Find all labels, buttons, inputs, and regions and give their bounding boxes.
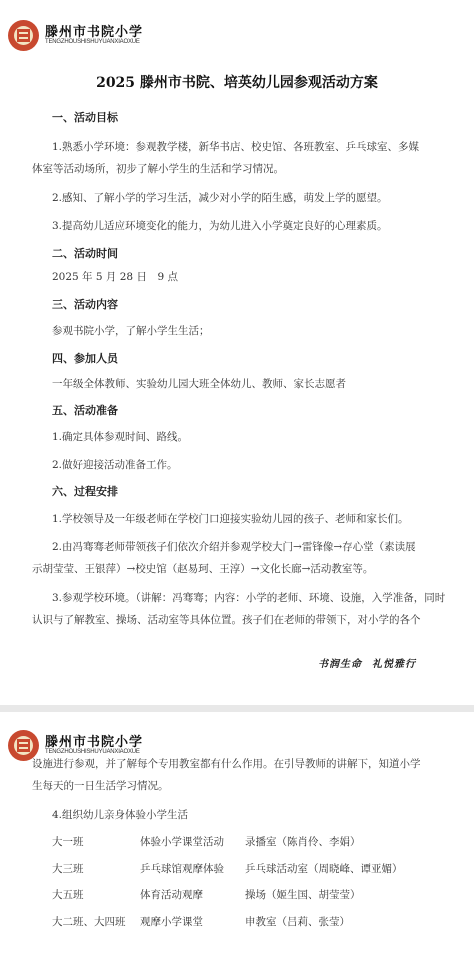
text-line: 体室等活动场所，初步了解小学生的生活和学习情况。 — [32, 163, 284, 175]
table-cell-activity: 乒乓球馆观摩体验 — [140, 863, 224, 875]
table-cell-location: 乒乓球活动室（周晓峰、谭亚媚） — [245, 863, 403, 875]
table-cell-class: 大五班 — [52, 889, 84, 901]
school-motto — [318, 655, 416, 670]
section-heading: 三、活动内容 — [52, 298, 118, 311]
table-cell-location: 操场（姬生国、胡莹莹） — [245, 889, 361, 901]
school-name: 滕州市书院小学 — [45, 25, 144, 40]
section-heading: 六、过程安排 — [52, 485, 118, 498]
section-heading: 一、活动目标 — [52, 111, 118, 124]
text-line: 1.确定具体参观时间、路线。 — [52, 431, 189, 443]
text-line: 一年级全体教师、实验幼儿园大班全体幼儿、教师、家长志愿者 — [52, 378, 346, 390]
motto-part: 礼悦雅行 — [372, 659, 416, 670]
section-heading: 五、活动准备 — [52, 404, 118, 417]
school-pinyin: TENGZHOUSHISHUYUANXIAOXUE — [45, 749, 140, 755]
document-page-2 — [0, 712, 474, 969]
section-heading: 二、活动时间 — [52, 247, 118, 260]
text-line: 3.参观学校环境。（讲解：冯骞骞；内容：小学的老师、环境、设施，入学准备，同时 — [52, 592, 446, 604]
table-cell-class: 大三班 — [52, 863, 84, 875]
page-separator — [0, 705, 474, 712]
text-line: 设施进行参观，并了解每个专用教室都有什么作用。在引导教师的讲解下，知道小学 — [32, 758, 421, 770]
text-line: 参观书院小学，了解小学生生活； — [52, 325, 210, 337]
text-line: 生每天的一日生活学习情况。 — [32, 780, 169, 792]
table-cell-location: 录播室（陈肖伶、李娟） — [245, 836, 361, 848]
table-cell-activity: 体验小学课堂活动 — [140, 836, 224, 848]
table-cell-activity: 体育活动观摩 — [140, 889, 203, 901]
text-line: 2.由冯骞骞老师带领孩子们依次介绍并参观学校大门→雷锋像→存心堂（素读展 — [52, 541, 416, 553]
text-line: 认识与了解教室、操场、活动室等具体位置。孩子们在老师的带领下，对小学的各个 — [32, 614, 421, 626]
school-pinyin: TENGZHOUSHISHUYUANXIAOXUE — [45, 39, 140, 45]
text-line: 2.感知、了解小学的学习生活，减少对小学的陌生感，萌发上学的愿望。 — [52, 192, 388, 204]
text-line: 2.做好迎接活动准备工作。 — [52, 459, 178, 471]
motto-part: 书润生命 — [318, 659, 362, 670]
school-logo-icon — [8, 20, 39, 51]
section-heading: 四、参加人员 — [52, 352, 118, 365]
text-line: 3.提高幼儿适应环境变化的能力，为幼儿进入小学奠定良好的心理素质。 — [52, 220, 388, 232]
document-title: 2025 滕州市书院、培英幼儿园参观活动方案 — [96, 75, 378, 91]
table-cell-location: 申教室（吕莉、张莹） — [245, 916, 350, 928]
text-line: 1.熟悉小学环境：参观教学楼，新华书店、校史馆、各班教室、乒乓球室、多媒 — [52, 141, 420, 153]
text-line: 示胡莹莹、王银萍）→校史馆（赵易珂、王淳）→文化长廊→活动教室等。 — [32, 563, 374, 575]
table-cell-activity: 观摩小学课堂 — [140, 916, 203, 928]
text-line: 4.组织幼儿亲身体验小学生活 — [52, 809, 189, 821]
table-cell-class: 大二班、大四班 — [52, 916, 126, 928]
school-name: 滕州市书院小学 — [45, 735, 144, 750]
table-cell-class: 大一班 — [52, 836, 84, 848]
text-line: 1.学校领导及一年级老师在学校门口迎接实验幼儿园的孩子、老师和家长们。 — [52, 513, 409, 525]
text-line: 2025 年 5 月 28 日 9 点 — [52, 271, 178, 283]
